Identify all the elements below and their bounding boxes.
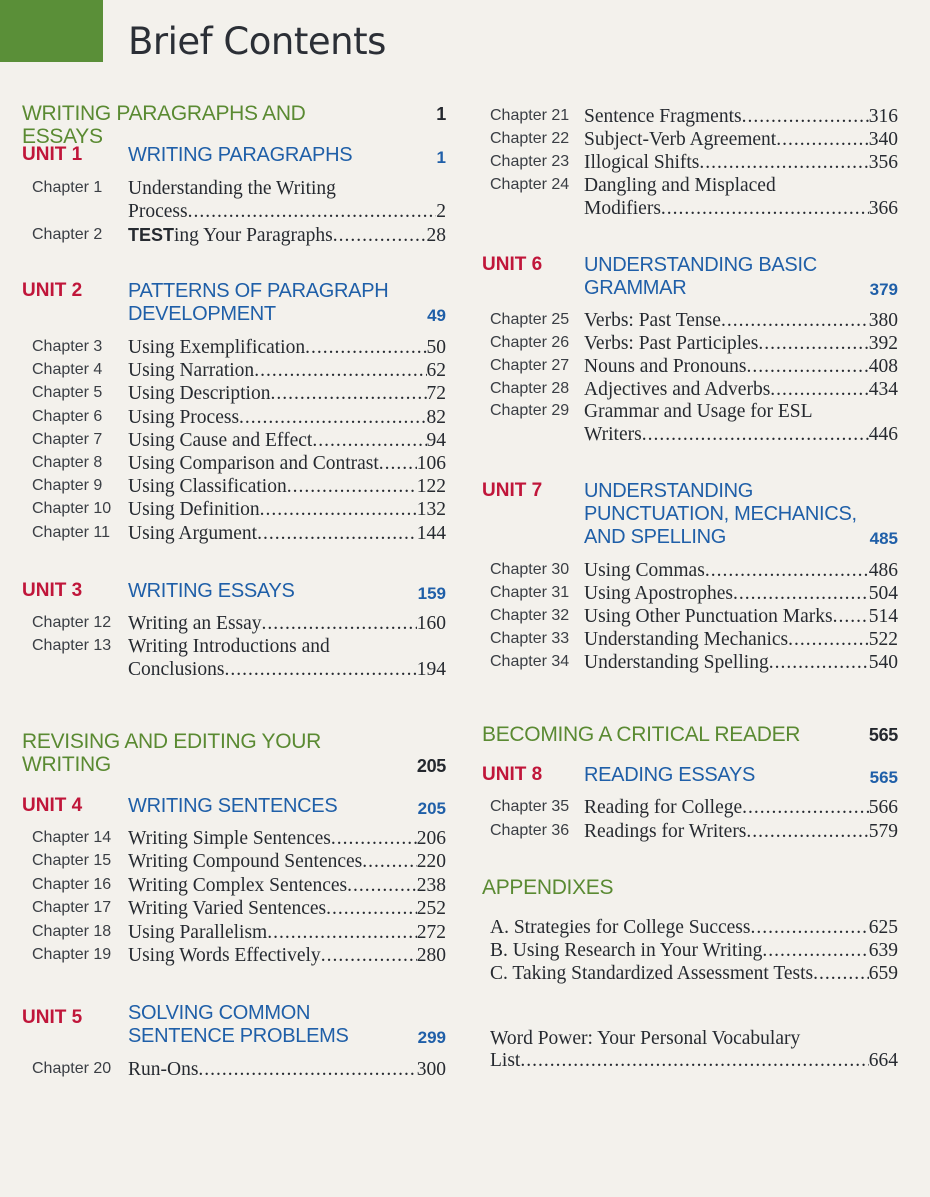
chapter-label: Chapter 21 (490, 107, 570, 124)
chapter-label: Chapter 12 (32, 614, 112, 631)
chapter-page: 252 (416, 898, 446, 920)
chapter-page: 238 (416, 874, 446, 896)
appendix-title: C. Taking Standardized Assessment Tests ..... 659 (490, 963, 898, 985)
leader-dots (198, 1058, 416, 1081)
unit-title: UNDERSTANDING BASIC GRAMMAR (584, 254, 817, 299)
chapter-title: Understanding the Writing Process ..... 2 (128, 177, 446, 223)
chapter-title: Dangling and Misplaced Modifiers ..... 366 (584, 174, 898, 220)
unit-heading (482, 480, 898, 549)
chapter-label: Chapter 22 (490, 130, 570, 147)
chapter-entry[interactable] (22, 452, 446, 475)
unit-heading (22, 1002, 446, 1048)
leader-dots (747, 355, 869, 378)
chapter-page: 160 (416, 613, 446, 634)
part-title: REVISING AND EDITING YOUR WRITING (22, 730, 321, 776)
leader-dots (762, 940, 868, 962)
chapter-label: Chapter 35 (490, 798, 570, 815)
chapter-page: 94 (426, 429, 446, 451)
unit-title: WRITING PARAGRAPHS (128, 144, 353, 166)
unit-heading (22, 280, 446, 326)
leader-dots (742, 796, 869, 819)
part-heading (22, 730, 446, 778)
chapter-label: Chapter 13 (32, 637, 112, 654)
part-heading (482, 723, 898, 747)
chapter-page: 72 (426, 383, 446, 405)
leader-dots (333, 224, 427, 247)
leader-dots (257, 522, 417, 545)
unit-title: PATTERNS OF PARAGRAPH DEVELOPMENT (128, 280, 389, 325)
chapter-label: Chapter 6 (32, 407, 103, 425)
chapter-page: 579 (868, 820, 898, 842)
part-page: 1 (436, 104, 446, 124)
chapter-title: Verbs: Past Participles ..... 392 (584, 332, 898, 355)
chapter-entry[interactable] (482, 582, 898, 605)
leader-dots (742, 105, 869, 128)
chapter-title: Writing Introductions and Conclusions ..... 194 (128, 635, 446, 681)
chapter-entry[interactable] (482, 651, 898, 674)
unit-page: 299 (417, 1028, 446, 1047)
leader-dots (661, 197, 869, 220)
chapter-entry[interactable] (22, 635, 446, 681)
chapter-entry[interactable] (22, 224, 446, 247)
unit-title: UNDERSTANDING PUNCTUATION, MECHANICS, AND SPELLING (584, 480, 857, 548)
chapter-label: Chapter 34 (490, 653, 570, 670)
unit-page: 49 (427, 306, 446, 325)
chapter-page: 144 (416, 522, 446, 544)
chapter-entry[interactable] (22, 406, 446, 429)
chapter-entry[interactable] (482, 309, 898, 332)
leader-dots (750, 917, 868, 939)
chapter-title: TEST ing Your Paragraphs ..... 28 (128, 224, 446, 247)
chapter-label: Chapter 5 (32, 384, 103, 402)
chapter-page: 408 (868, 356, 898, 377)
unit-page: 379 (869, 280, 898, 299)
part-title: WRITING PARAGRAPHS AND ESSAYS (22, 102, 306, 148)
chapter-label: Chapter 19 (32, 946, 112, 963)
chapter-entry[interactable] (482, 378, 898, 401)
chapter-entry[interactable] (22, 359, 446, 382)
appendix-entry[interactable] (482, 940, 898, 963)
chapter-title: Reading for College ..... 566 (584, 796, 898, 819)
chapter-page: 366 (868, 198, 898, 219)
chapter-title: Using Process ..... 82 (128, 406, 446, 429)
unit-page: 565 (869, 768, 898, 787)
chapter-label: Chapter 9 (32, 477, 103, 495)
chapter-page: 194 (416, 659, 446, 680)
part-title: BECOMING A CRITICAL READER (482, 723, 801, 746)
leader-dots (224, 658, 416, 681)
chapter-title: Writing Simple Sentences ..... 206 (128, 827, 446, 850)
unit-page: 159 (417, 584, 446, 603)
leader-dots (788, 628, 869, 651)
chapter-title: Using Other Punctuation Marks ..... 514 (584, 605, 898, 628)
chapter-entry[interactable] (22, 612, 446, 635)
part-heading (22, 102, 446, 148)
unit-label: UNIT 6 (482, 254, 543, 275)
chapter-page: 206 (416, 828, 446, 849)
chapter-label: Chapter 20 (32, 1060, 112, 1077)
word-power-page: 664 (868, 1050, 898, 1071)
chapter-title: Using Exemplification ..... 50 (128, 336, 446, 359)
chapter-label: Chapter 2 (32, 226, 103, 243)
chapter-page: 122 (416, 476, 446, 498)
leader-dots (239, 406, 426, 429)
page-title: Brief Contents (128, 20, 386, 63)
unit-label: UNIT 3 (22, 580, 83, 601)
chapter-page: 392 (868, 333, 898, 354)
chapter-label: Chapter 16 (32, 875, 112, 893)
chapter-entry[interactable] (22, 177, 446, 223)
unit-page: 1 (436, 148, 446, 167)
chapter-entry[interactable] (22, 827, 446, 850)
chapter-title: Using Comparison and Contrast ..... 106 (128, 452, 446, 475)
chapter-label: Chapter 15 (32, 852, 112, 870)
chapter-entry[interactable] (482, 174, 898, 220)
leader-dots (746, 820, 868, 843)
appendix-title: A. Strategies for College Success ..... 625 (490, 917, 898, 939)
appendixes-heading (482, 876, 898, 900)
chapter-page: 486 (868, 560, 898, 581)
chapter-page: 434 (868, 379, 898, 400)
chapter-title: Using Description ..... 72 (128, 382, 446, 405)
chapter-title: Writing Compound Sentences ..... 220 (128, 850, 446, 873)
chapter-label: Chapter 24 (490, 176, 570, 193)
chapter-entry[interactable] (482, 332, 898, 355)
leader-dots (347, 874, 417, 897)
unit-heading (22, 580, 446, 604)
chapter-page: 28 (426, 225, 446, 246)
chapter-label: Chapter 7 (32, 430, 103, 448)
chapter-label: Chapter 4 (32, 361, 103, 379)
chapter-title: Verbs: Past Tense ..... 380 (584, 309, 898, 332)
leader-dots (270, 382, 426, 405)
unit-page: 205 (417, 799, 446, 818)
chapter-page: 106 (416, 453, 446, 474)
appendix-page: 639 (868, 940, 898, 961)
chapter-page: 272 (416, 921, 446, 943)
chapter-title: Nouns and Pronouns ..... 408 (584, 355, 898, 378)
unit-heading (482, 254, 898, 300)
leader-dots (331, 827, 417, 850)
leader-dots (188, 200, 437, 223)
chapter-entry[interactable] (22, 1058, 446, 1081)
unit-heading (22, 144, 446, 168)
chapter-title: Using Classification ..... 122 (128, 475, 446, 498)
leader-dots (758, 332, 868, 355)
unit-label: UNIT 7 (482, 480, 543, 501)
leader-dots (379, 452, 417, 475)
chapter-entry[interactable] (22, 897, 446, 920)
leader-dots (254, 359, 426, 382)
leader-dots (721, 309, 869, 332)
leader-dots (326, 897, 417, 920)
appendix-entry[interactable] (482, 917, 898, 940)
chapter-label: Chapter 8 (32, 454, 103, 471)
leader-dots (362, 850, 416, 873)
chapter-entry[interactable] (22, 522, 446, 545)
leader-dots (287, 475, 417, 498)
appendix-page: 659 (868, 963, 898, 984)
chapter-label: Chapter 23 (490, 153, 570, 170)
chapter-entry[interactable] (482, 151, 898, 174)
chapter-label: Chapter 29 (490, 402, 570, 419)
chapter-page: 132 (416, 499, 446, 521)
chapter-title: Using Words Effectively ..... 280 (128, 944, 446, 967)
chapter-entry[interactable] (482, 128, 898, 151)
chapter-title: Run-Ons ..... 300 (128, 1058, 446, 1081)
appendix-entry[interactable] (482, 963, 898, 986)
leader-dots (699, 151, 868, 174)
unit-label: UNIT 1 (22, 144, 83, 165)
leader-dots (833, 605, 869, 628)
chapter-label: Chapter 3 (32, 338, 103, 355)
chapter-page: 380 (868, 310, 898, 331)
unit-title: WRITING SENTENCES (128, 795, 338, 817)
chapter-entry[interactable] (22, 498, 446, 521)
unit-label: UNIT 5 (22, 1007, 83, 1028)
chapter-title: Readings for Writers ..... 579 (584, 820, 898, 843)
leader-dots (770, 378, 868, 401)
unit-label: UNIT 4 (22, 795, 83, 816)
chapter-label: Chapter 28 (490, 380, 570, 397)
chapter-entry[interactable] (482, 355, 898, 378)
chapter-entry[interactable] (482, 796, 898, 819)
chapter-page: 566 (868, 797, 898, 818)
chapter-page: 316 (868, 106, 898, 127)
chapter-title: Adjectives and Adverbs ..... 434 (584, 378, 898, 401)
chapter-label: Chapter 10 (32, 500, 112, 518)
chapter-page: 82 (426, 406, 446, 428)
corner-color-block (0, 0, 103, 62)
chapter-page: 356 (868, 152, 898, 173)
chapter-title: Illogical Shifts ..... 356 (584, 151, 898, 174)
chapter-entry[interactable] (482, 400, 898, 446)
chapter-title: Using Parallelism ..... 272 (128, 921, 446, 944)
unit-page: 485 (869, 529, 898, 548)
chapter-page: 340 (868, 129, 898, 150)
chapter-entry[interactable] (22, 944, 446, 967)
chapter-title: Using Cause and Effect ..... 94 (128, 429, 446, 452)
chapter-page: 300 (416, 1059, 446, 1080)
chapter-label: Chapter 18 (32, 922, 112, 940)
chapter-label: Chapter 30 (490, 561, 570, 578)
unit-title: SOLVING COMMON SENTENCE PROBLEMS (128, 1002, 349, 1047)
appendixes-title: APPENDIXES (482, 876, 614, 899)
leader-dots (813, 963, 869, 985)
part-page: 205 (416, 756, 446, 776)
chapter-entry[interactable] (22, 874, 446, 897)
chapter-title: Writing an Essay ..... 160 (128, 612, 446, 635)
chapter-title: Understanding Mechanics ..... 522 (584, 628, 898, 651)
leader-dots (733, 582, 869, 605)
chapter-label: Chapter 1 (32, 179, 103, 196)
chapter-page: 2 (436, 201, 446, 222)
leader-dots (305, 336, 426, 359)
chapter-title: Using Definition ..... 132 (128, 498, 446, 521)
chapter-title: Writing Complex Sentences ..... 238 (128, 874, 446, 897)
chapter-title: Using Narration ..... 62 (128, 359, 446, 382)
chapter-label: Chapter 25 (490, 311, 570, 328)
chapter-entry[interactable] (482, 559, 898, 582)
chapter-entry[interactable] (482, 105, 898, 128)
word-power-title: Word Power: Your Personal Vocabulary List ..... 664 (490, 1028, 898, 1072)
chapter-page: 504 (868, 583, 898, 604)
chapter-entry[interactable] (22, 382, 446, 405)
unit-heading (22, 795, 446, 819)
chapter-page: 280 (416, 945, 446, 966)
chapter-page: 220 (416, 851, 446, 873)
leader-dots (267, 921, 417, 944)
chapter-label: Chapter 14 (32, 829, 112, 846)
chapter-label: Chapter 27 (490, 357, 570, 374)
chapter-entry[interactable] (22, 429, 446, 452)
chapter-page: 540 (868, 652, 898, 673)
unit-title: READING ESSAYS (584, 764, 756, 786)
chapter-title: Subject-Verb Agreement ..... 340 (584, 128, 898, 151)
chapter-page: 62 (426, 360, 446, 382)
word-power-entry[interactable] (482, 1028, 898, 1074)
leader-dots (262, 612, 417, 635)
leader-dots (260, 498, 417, 521)
chapter-title: Writing Varied Sentences ..... 252 (128, 897, 446, 920)
part-page: 565 (868, 725, 898, 745)
unit-heading (482, 764, 898, 788)
chapter-title: Grammar and Usage for ESL Writers ..... 446 (584, 400, 898, 446)
chapter-title: Using Apostrophes ..... 504 (584, 582, 898, 605)
chapter-page: 50 (426, 337, 446, 358)
chapter-entry[interactable] (482, 628, 898, 651)
chapter-title: Understanding Spelling ..... 540 (584, 651, 898, 674)
leader-dots (769, 651, 869, 674)
leader-dots (321, 944, 417, 967)
chapter-label: Chapter 11 (32, 523, 110, 541)
chapter-entry[interactable] (22, 336, 446, 359)
appendix-title: B. Using Research in Your Writing ..... 639 (490, 940, 898, 962)
appendix-page: 625 (868, 917, 898, 938)
chapter-label: Chapter 36 (490, 821, 570, 839)
chapter-title: Using Argument ..... 144 (128, 522, 446, 545)
leader-dots (642, 423, 869, 446)
chapter-label: Chapter 17 (32, 899, 112, 917)
leader-dots (776, 128, 869, 151)
unit-label: UNIT 8 (482, 764, 543, 785)
chapter-label: Chapter 31 (490, 584, 570, 601)
chapter-page: 522 (868, 629, 898, 650)
leader-dots (705, 559, 869, 582)
chapter-title: Using Commas ..... 486 (584, 559, 898, 582)
chapter-page: 446 (868, 424, 898, 445)
chapter-entry[interactable] (22, 850, 446, 873)
chapter-title: Sentence Fragments ..... 316 (584, 105, 898, 128)
chapter-label: Chapter 26 (490, 334, 570, 351)
chapter-entry[interactable] (22, 921, 446, 944)
chapter-entry[interactable] (482, 820, 898, 843)
chapter-entry[interactable] (482, 605, 898, 628)
leader-dots (520, 1050, 868, 1072)
unit-title: WRITING ESSAYS (128, 580, 295, 602)
leader-dots (312, 429, 426, 452)
chapter-label: Chapter 32 (490, 607, 570, 624)
chapter-page: 514 (868, 606, 898, 627)
unit-label: UNIT 2 (22, 280, 83, 301)
chapter-entry[interactable] (22, 475, 446, 498)
chapter-label: Chapter 33 (490, 630, 570, 647)
